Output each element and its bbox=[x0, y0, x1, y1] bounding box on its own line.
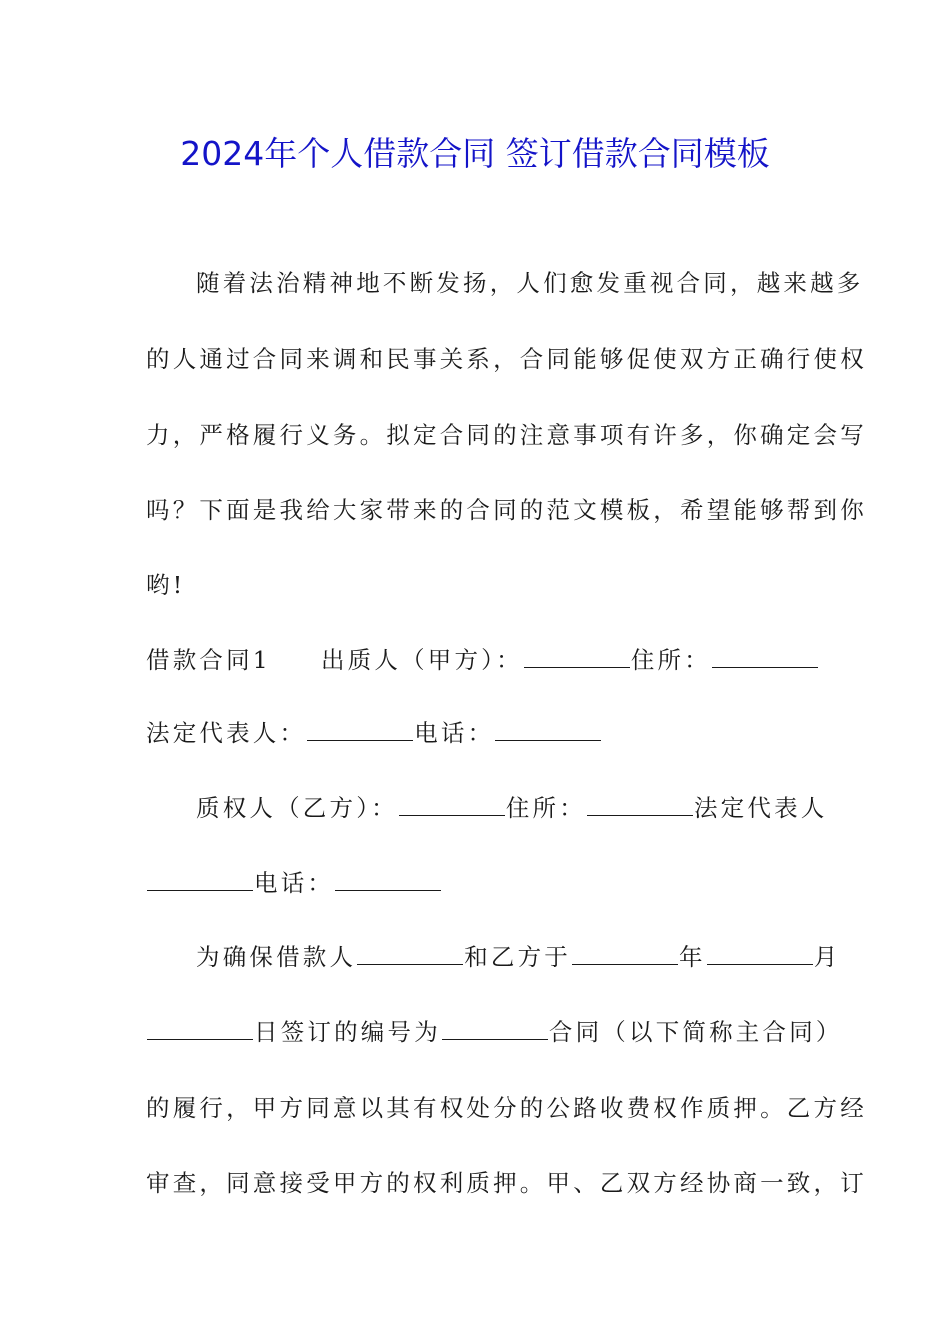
contract-heading: 借款合同1 bbox=[146, 646, 271, 674]
intro-text: 的人通过合同来调和民事关系，合同能够促使双方正确行使权 bbox=[146, 345, 867, 373]
year-blank bbox=[572, 944, 678, 965]
pledgor-label: 出质人（甲方）： bbox=[320, 646, 523, 674]
pledgee-legal-rep-blank bbox=[147, 870, 253, 891]
address-label: 住所： bbox=[630, 646, 711, 674]
clause-line-3 bbox=[146, 1093, 867, 1123]
clause-text: 日签订的编号为 bbox=[254, 1018, 441, 1046]
pledgee-name-blank bbox=[399, 795, 505, 816]
address-label: 住所： bbox=[505, 794, 586, 822]
clause-line-1 bbox=[146, 942, 841, 972]
intro-text: 吗？下面是我给大家带来的合同的范文模板，希望能够帮到你 bbox=[146, 496, 867, 524]
clause-text: 为确保借款人 bbox=[196, 943, 357, 971]
intro-text: 哟! bbox=[146, 571, 186, 599]
pledgee-label: 质权人（乙方）： bbox=[196, 794, 398, 822]
clause-text: 的履行，甲方同意以其有权处分的公路收费权作质押。乙方经 bbox=[146, 1094, 867, 1122]
intro-line-4 bbox=[146, 495, 867, 525]
clause-line-2 bbox=[146, 1017, 843, 1047]
intro-text: 力，严格履行义务。拟定合同的注意事项有许多，你确定会写 bbox=[146, 421, 867, 449]
legal-rep-blank bbox=[307, 720, 413, 741]
intro-line-1 bbox=[146, 268, 864, 298]
clause-text: 月 bbox=[813, 943, 841, 971]
contract-header-line bbox=[146, 645, 816, 675]
document-title: 2024年个人借款合同 签订借款合同模板 bbox=[180, 134, 770, 173]
clause-text: 年 bbox=[679, 943, 706, 971]
pledgor-name-blank bbox=[524, 647, 630, 668]
pledgor-address-blank bbox=[712, 647, 818, 668]
contract-number-blank bbox=[442, 1019, 548, 1040]
month-blank bbox=[707, 944, 813, 965]
phone-label: 电话： bbox=[254, 869, 335, 897]
clause-text: 审查，同意接受甲方的权利质押。甲、乙双方经协商一致，订 bbox=[146, 1169, 867, 1197]
clause-line-4 bbox=[146, 1168, 867, 1198]
borrower-blank bbox=[357, 944, 463, 965]
day-blank bbox=[147, 1019, 253, 1040]
legal-rep-label-short: 法定代表人 bbox=[693, 794, 828, 822]
clause-text: 和乙方于 bbox=[464, 943, 572, 971]
legal-rep-line bbox=[146, 718, 816, 748]
pledgee-phone-line bbox=[146, 868, 816, 898]
pledgee-line bbox=[146, 793, 828, 823]
phone-label: 电话： bbox=[414, 719, 495, 747]
intro-line-5 bbox=[146, 570, 816, 600]
pledgee-phone-blank bbox=[335, 870, 441, 891]
pledgee-address-blank bbox=[587, 795, 693, 816]
intro-line-3 bbox=[146, 420, 867, 450]
intro-text: 随着法治精神地不断发扬，人们愈发重视合同，越来越多 bbox=[196, 269, 864, 297]
intro-line-2 bbox=[146, 344, 867, 374]
clause-text: 合同（以下简称主合同） bbox=[548, 1018, 843, 1046]
phone-blank bbox=[495, 720, 601, 741]
legal-rep-label: 法定代表人： bbox=[146, 719, 307, 747]
